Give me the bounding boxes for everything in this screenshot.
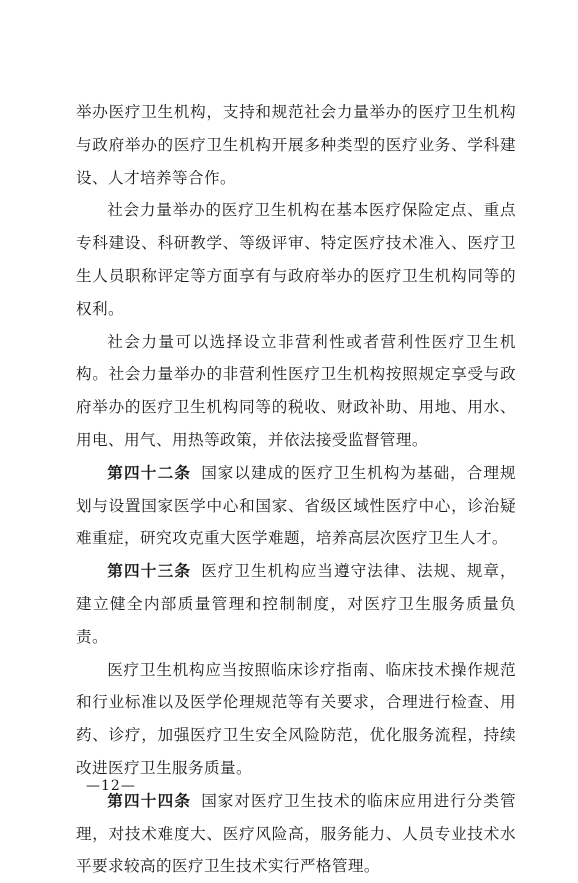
paragraph-6-text: 医疗卫生机构应当按照临床诊疗指南、临床技术操作规范和行业标准以及医学伦理规范等有关要求，合理进行检查、用药、诊疗，加强医疗卫生安全风险防范，优化服务流程，持续改进医疗卫生服务质量。 <box>76 660 516 777</box>
page-number: —12— <box>86 778 136 794</box>
paragraph-1-text: 举办医疗卫生机构，支持和规范社会力量举办的医疗卫生机构与政府举办的医疗卫生机构开展多种类型的医疗业务、学科建设、人才培养等合作。 <box>76 103 516 187</box>
article-42-text: 国家以建成的医疗卫生机构为基础，合理规划与设置国家医学中心和国家、省级区域性医疗中心，诊治疑难重症，研究攻克重大医学难题，培养高层次医疗卫生人才。 <box>76 463 516 548</box>
document-body <box>76 96 516 883</box>
article-43 <box>76 555 516 653</box>
paragraph-2 <box>76 194 516 325</box>
paragraph-2-text: 社会力量举办的医疗卫生机构在基本医疗保险定点、重点专科建设、科研教学、等级评审、特定医疗技术准入、医疗卫生人员职称评定等方面享有与政府举办的医疗卫生机构同等的权利。 <box>76 201 516 318</box>
article-44-text: 国家对医疗卫生技术的临床应用进行分类管理，对技术难度大、医疗风险高，服务能力、人员专业技术水平要求较高的医疗卫生技术实行严格管理。 <box>76 791 516 876</box>
article-44-number: 第四十四条 <box>107 791 192 810</box>
paragraph-3-text: 社会力量可以选择设立非营利性或者营利性医疗卫生机构。社会力量举办的非营利性医疗卫生机构按照规定享受与政府举办的医疗卫生机构同等的税收、财政补助、用地、用水、用电、用气、用热等政策，并依法接受监督管理。 <box>76 332 516 449</box>
paragraph-1 <box>76 96 516 194</box>
article-44 <box>76 785 516 883</box>
article-43-text: 医疗卫生机构应当遵守法律、法规、规章，建立健全内部质量管理和控制制度，对医疗卫生服务质量负责。 <box>76 562 516 646</box>
paragraph-6 <box>76 654 516 785</box>
article-42-number: 第四十二条 <box>107 463 192 482</box>
article-43-number: 第四十三条 <box>107 562 192 581</box>
article-42 <box>76 457 516 555</box>
paragraph-3 <box>76 326 516 457</box>
